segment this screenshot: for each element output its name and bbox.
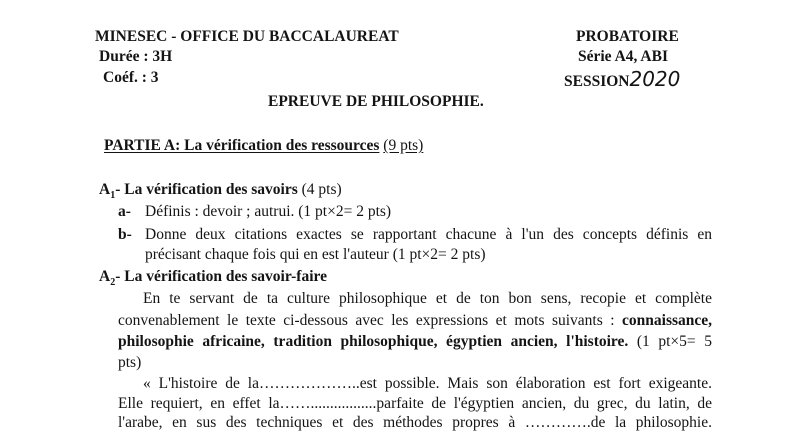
part-a-heading <box>104 137 423 156</box>
item-b-line1: Donne deux citations exactes se rapportant chacune à l'un des concepts définis en <box>145 226 712 243</box>
header-coef: Coéf. : 3 <box>103 69 159 86</box>
a1-prefix: A <box>99 181 111 198</box>
session-year-handwritten: 2020 <box>629 67 681 91</box>
a2-title: - La vérification des savoir-faire <box>115 268 327 285</box>
a1-heading <box>99 181 342 202</box>
a2-instruction-line2 <box>118 312 712 331</box>
a2-text-line2: Elle requiert, en effet la…….................parfaite de l'égyptien ancien, du grec, du latin, de <box>118 395 712 412</box>
header-duration: Durée : 3H <box>99 48 173 65</box>
header-series: Série A4, ABI <box>578 48 668 65</box>
a2-prefix: A <box>99 268 111 285</box>
a2-instruction-line2-plain: convenablement le texte ci-dessous avec les expressions et mots suivants : <box>118 312 615 329</box>
item-a-text: Définis : devoir ; autrui. (1 pt×2= 2 pts) <box>145 203 392 220</box>
a2-instruction-line4: pts) <box>118 354 142 371</box>
item-a-marker: a- <box>118 203 131 220</box>
a1-points: (4 pts) <box>301 181 342 198</box>
a2-instruction-line1: En te servant de ta culture philosophique et de ton bon sens, recopie et complète <box>143 290 712 307</box>
a1-subscript: 1 <box>110 190 116 202</box>
a2-text-line3: l'arabe, en sus des techniques et des méthodes propres à ………….de la philosophie. <box>118 414 712 431</box>
session-label: SESSION <box>564 73 630 90</box>
part-a-points: (9 pts) <box>383 137 424 154</box>
a2-subscript: 2 <box>110 277 116 289</box>
header-exam-type: PROBATOIRE <box>576 28 679 45</box>
a1-title: - La vérification des savoirs <box>115 181 298 198</box>
exam-title: EPREUVE DE PHILOSOPHIE. <box>268 93 484 110</box>
item-b-marker: b- <box>118 226 132 243</box>
header-institution: MINESEC - OFFICE DU BACCALAUREAT <box>95 28 399 45</box>
item-b-line2: précisant chaque fois qui en est l'auteur (1 pt×2= 2 pts) <box>145 246 486 263</box>
header-session <box>564 67 680 92</box>
a2-keywords-2: philosophie africaine, tradition philosophique, égyptien ancien, l'histoire. <box>118 333 629 350</box>
a2-heading <box>99 268 327 289</box>
part-a-title: PARTIE A: La vérification des ressources <box>104 137 380 154</box>
a2-points: (1 pt×5= 5 <box>636 333 713 350</box>
a2-instruction-line3 <box>118 333 712 352</box>
a2-text-line1: « L'histoire de la………………..est possible. Mais son élaboration est fort exigeante. <box>143 375 712 392</box>
a2-keywords-1: connaissance, <box>622 312 713 329</box>
